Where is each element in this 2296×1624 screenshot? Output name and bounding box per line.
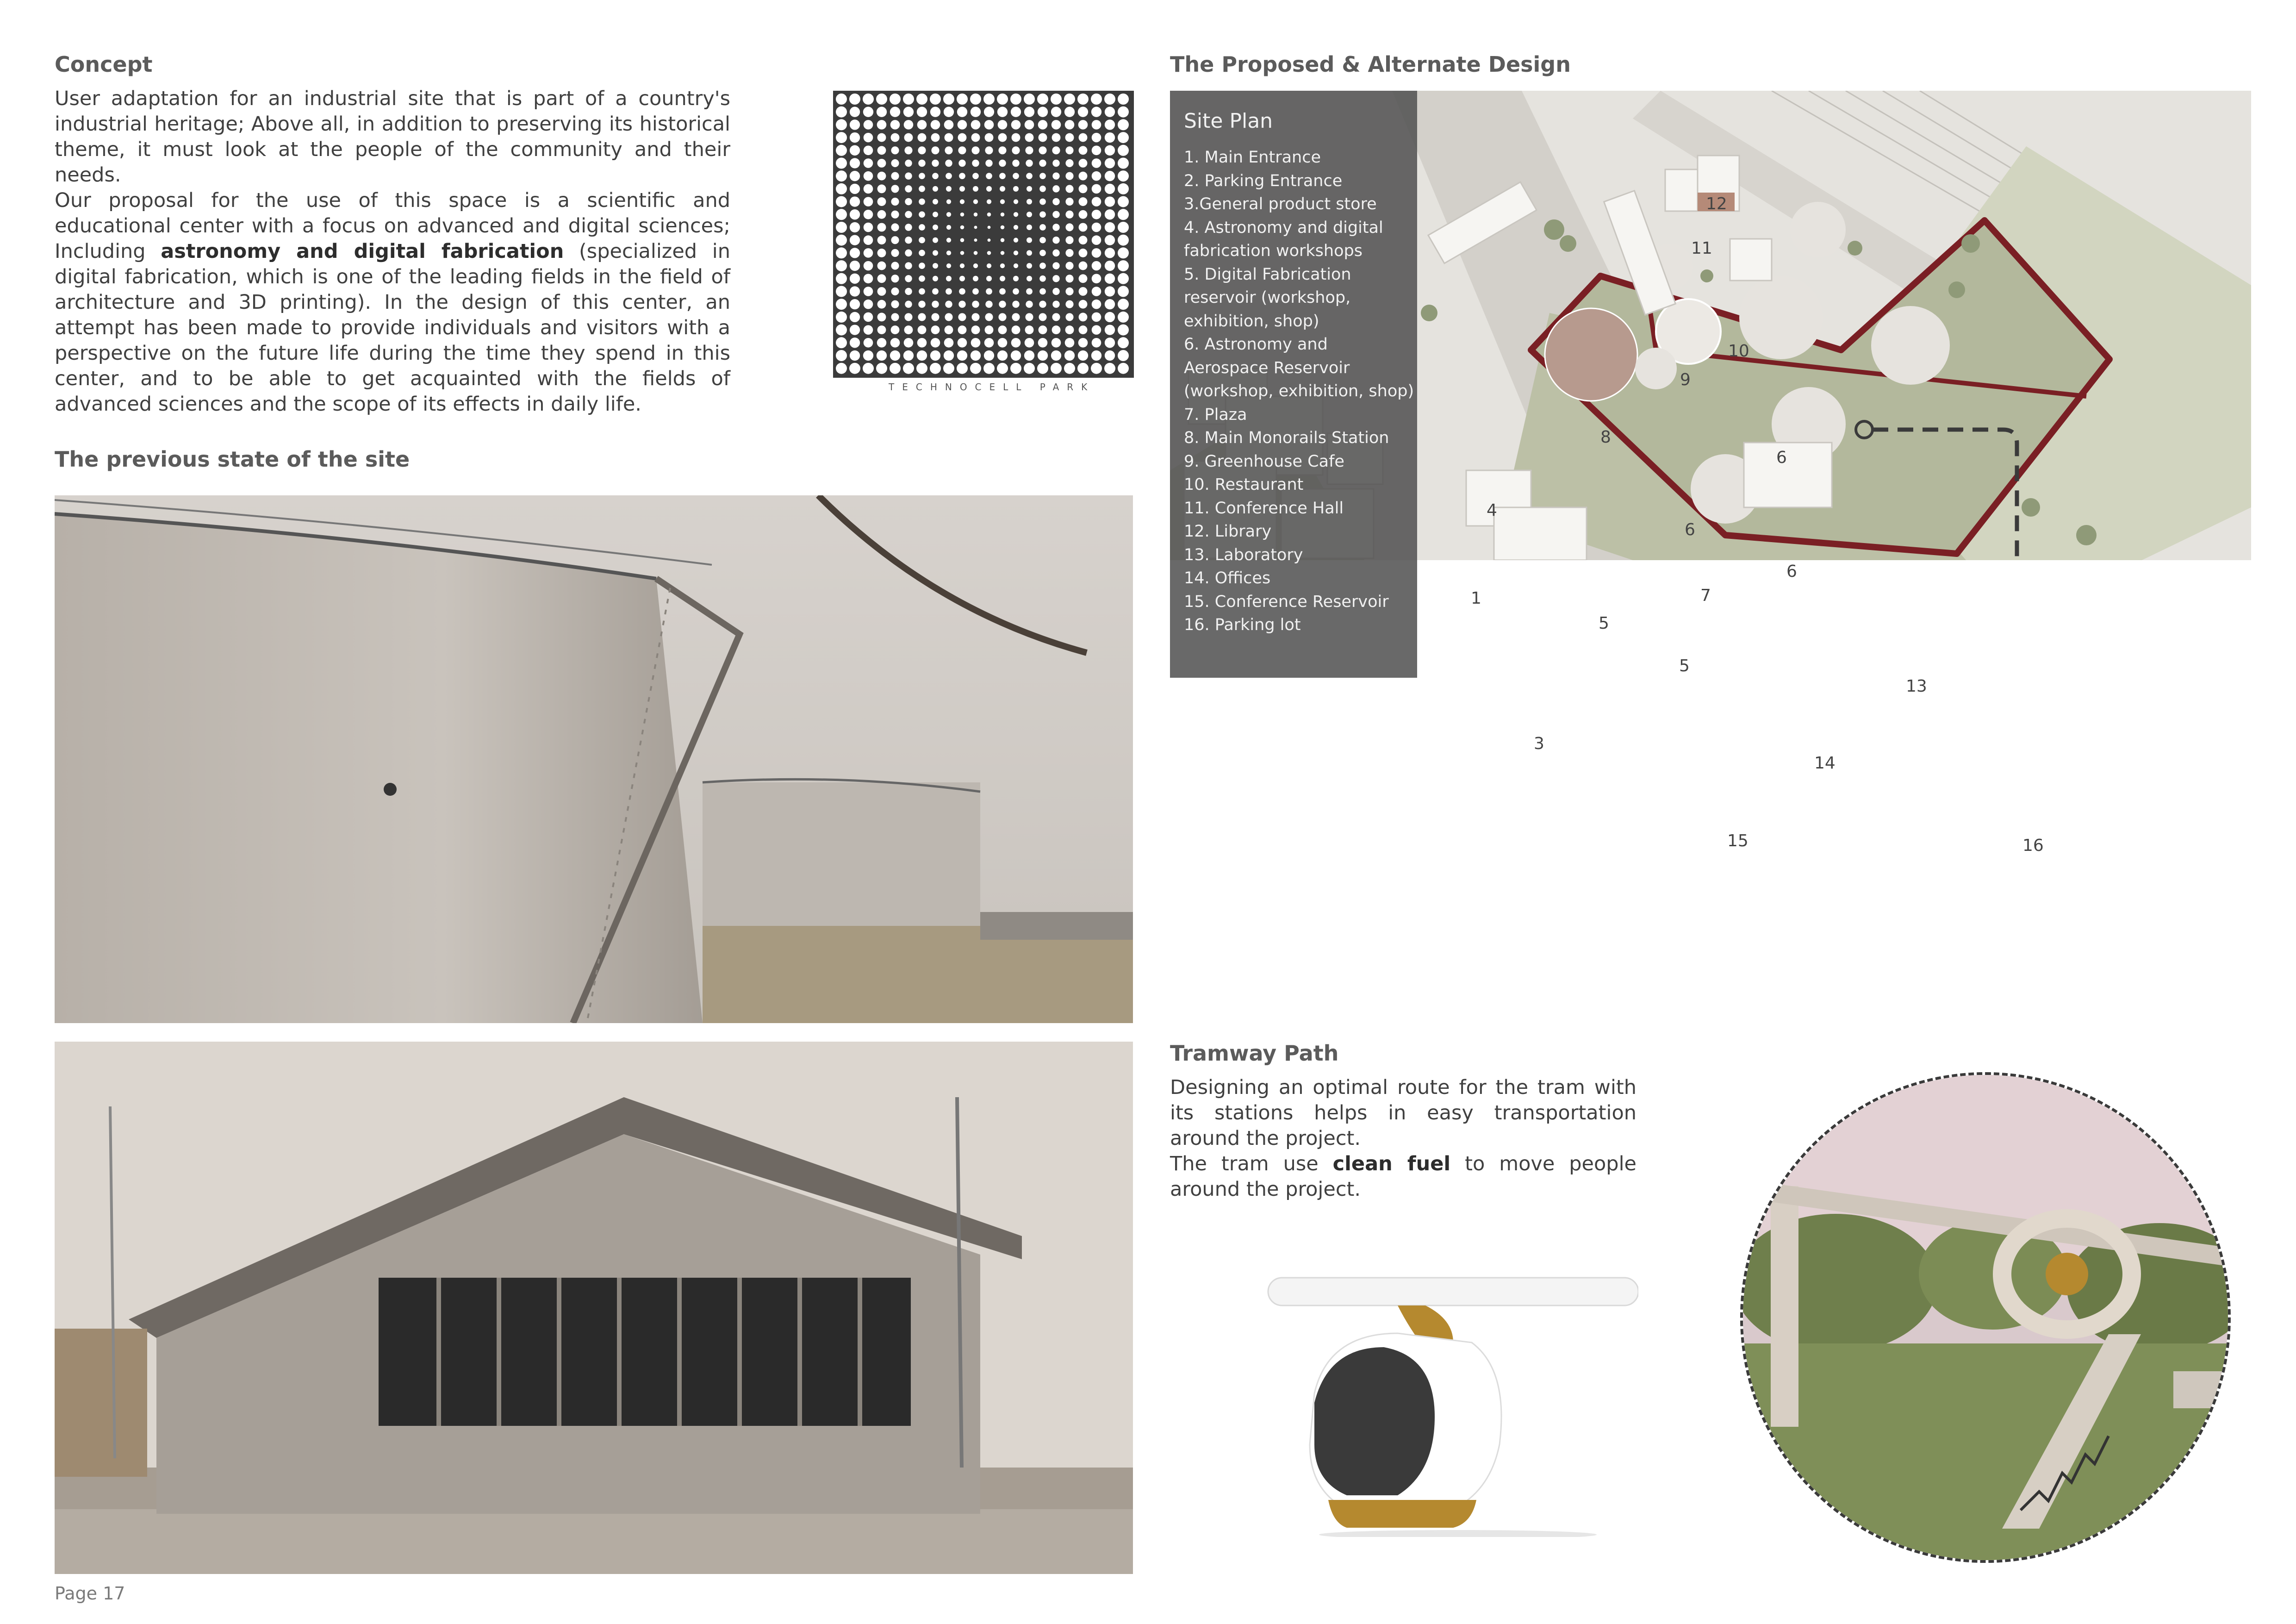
tramway-text xyxy=(1170,1075,1636,1202)
concept-paragraph-2: Our proposal for the use of this space is a scientific and educational center with a focus on advanced and digital sciences; Including astronomy and digital fabrication (specialized in digital fabrication, which is one of the leading fields in the field of architecture and 3D printing). In the design of this center, an attempt has been made to provide individuals and visitors with a perspective on the future life during the time they spend in this center, and to be able to get acquainted with the fields of advanced sciences and the scope of its effects in daily life. xyxy=(55,189,730,416)
site-plan-legend-item: 3.General product store xyxy=(1184,195,1377,213)
map-label-10: 10 xyxy=(1728,342,1749,361)
map-label-3: 3 xyxy=(1534,734,1544,753)
page-number: Page 17 xyxy=(55,1583,125,1604)
map-label-5a: 5 xyxy=(1599,614,1609,633)
site-plan-legend-item: 15. Conference Reservoir xyxy=(1184,592,1389,611)
tram-station-render xyxy=(1740,1072,2231,1563)
map-label-5b: 5 xyxy=(1679,656,1690,675)
site-plan-legend-item: 13. Laboratory xyxy=(1184,545,1303,564)
tramway-heading: Tramway Path xyxy=(1170,1041,1339,1066)
map-label-7: 7 xyxy=(1700,586,1711,605)
site-plan-legend-item: 12. Library xyxy=(1184,522,1272,541)
map-label-16: 16 xyxy=(2022,836,2044,855)
tramway-paragraph-1: Designing an optimal route for the tram with its stations helps in easy transportation around the project. xyxy=(1170,1076,1636,1150)
map-label-6c: 6 xyxy=(1786,562,1797,581)
tram-pod-illustration xyxy=(1259,1250,1638,1537)
map-label-8: 8 xyxy=(1600,428,1611,447)
site-plan-legend-item: 16. Parking lot xyxy=(1184,616,1301,634)
previous-state-heading: The previous state of the site xyxy=(55,447,410,472)
site-plan-legend-item: 2. Parking Entrance xyxy=(1184,171,1343,190)
map-label-15: 15 xyxy=(1727,831,1748,850)
map-label-13: 13 xyxy=(1906,677,1927,696)
site-plan-legend xyxy=(1170,91,1417,678)
concept-text xyxy=(55,86,730,417)
dot-pattern-logo-icon xyxy=(833,91,1134,378)
concept-heading: Concept xyxy=(55,52,153,77)
tramway-bold-clean-fuel: clean fuel xyxy=(1332,1152,1451,1175)
photo-old-building xyxy=(55,1042,1133,1574)
photo-storage-tanks xyxy=(55,495,1133,1023)
site-plan-legend-item: 7. Plaza xyxy=(1184,405,1247,424)
map-label-9: 9 xyxy=(1680,370,1691,389)
tramway-paragraph-2: The tram use clean fuel to move people around the project. xyxy=(1170,1152,1636,1201)
map-label-6b: 6 xyxy=(1685,520,1695,539)
map-label-11: 11 xyxy=(1691,239,1712,258)
site-plan-legend-item: 1. Main Entrance xyxy=(1184,148,1321,167)
site-plan-legend-item: 14. Offices xyxy=(1184,569,1271,587)
site-plan-legend-item: 6. Astronomy and Aerospace Reservoir (workshop, exhibition, shop) xyxy=(1184,335,1414,400)
site-plan-legend-item: 4. Astronomy and digital fabrication workshops xyxy=(1184,218,1383,260)
map-label-1: 1 xyxy=(1471,589,1481,608)
site-plan-legend-item: 5. Digital Fabrication reservoir (workshop, exhibition, shop) xyxy=(1184,265,1351,331)
map-label-4: 4 xyxy=(1487,501,1497,520)
map-label-6a: 6 xyxy=(1776,448,1787,467)
site-plan-legend-item: 9. Greenhouse Cafe xyxy=(1184,452,1344,471)
site-plan-legend-item: 8. Main Monorails Station xyxy=(1184,429,1389,447)
concept-paragraph-1: User adaptation for an industrial site that is part of a country's industrial heritage; Above all, in addition to preserving its historical theme, it must look at the people of the community and their needs. xyxy=(55,87,730,187)
logo-caption: TECHNOCELL PARK xyxy=(889,381,1095,393)
site-plan-legend-item: 11. Conference Hall xyxy=(1184,499,1344,518)
concept-bold-fields: astronomy and digital fabrication xyxy=(161,240,564,263)
map-label-12: 12 xyxy=(1706,194,1727,213)
technocell-logo xyxy=(833,91,1134,396)
site-plan-title: Site Plan xyxy=(1184,109,1273,133)
proposed-design-heading: The Proposed & Alternate Design xyxy=(1170,52,1571,77)
map-label-14: 14 xyxy=(1814,754,1836,773)
site-plan-legend-item: 10. Restaurant xyxy=(1184,475,1304,494)
site-plan-legend-list xyxy=(1184,146,1417,637)
